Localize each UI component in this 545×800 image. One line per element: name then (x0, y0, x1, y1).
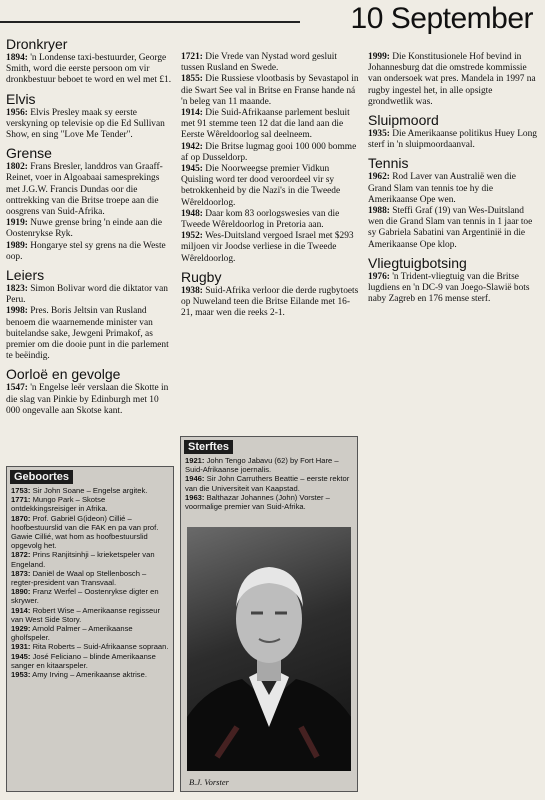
column-middle (181, 52, 359, 319)
entry (368, 129, 540, 151)
deaths-heading: Sterftes (184, 440, 233, 454)
entry-text: Pres. Boris Jeltsin van Rusland benoem die waarnemende minister van buitelandse sake, Jewgeni Primakof, as premier om die dooie punt in die parlement te beëindig. (6, 306, 169, 362)
entry-text: Prof. Gabriël G(ideon) Cillié – hoofbestuurslid van die FAK en pa van prof. Gawie Cillié, wat hom as hoofbestuurslid opgevolg het. (11, 513, 159, 551)
entry-year: 1953: (11, 670, 31, 680)
entry-year: 1956: (6, 107, 28, 118)
entry-text: 'n Engelse leër verslaan die Skotte in die slag van Pinkie by Edinburgh met 10 000 ongevalle aan Skotse kant. (6, 383, 169, 416)
section-heading: Sluipmoord (368, 112, 439, 129)
entry-text: Suid-Afrika verloor die derde rugbytoets op Nuweland teen die Britse Eilande met 16-21, maar wen die reeks 2-1. (181, 285, 359, 319)
portrait-photo (187, 527, 351, 771)
entry-year: 1931: (11, 642, 31, 652)
entry (6, 383, 173, 417)
entry-year: 1547: (6, 383, 28, 394)
entry-text: Amy Irving – Amerikaanse aktrise. (32, 670, 147, 680)
deaths-entry (185, 493, 353, 511)
entry (368, 172, 540, 206)
births-entry (11, 550, 169, 568)
deaths-entry (185, 456, 353, 474)
entry-text: Wes-Duitsland vergoed Israel met $293 miljoen vir Joodse verliese in die Tweede Wêreldoorlog. (181, 231, 354, 264)
entry-year: 1802: (6, 162, 28, 173)
entry-year: 1935: (368, 129, 390, 140)
entry-year: 1963: (185, 492, 205, 502)
entry-year: 1938: (181, 285, 203, 296)
entry (181, 209, 359, 231)
entry-year: 1890: (11, 587, 31, 597)
births-entry (11, 624, 169, 642)
entry-year: 1999: (368, 52, 390, 62)
entry (6, 241, 173, 263)
entry-text: Die Vrede van Nystad word gesluit tussen Rusland en Swede. (181, 52, 338, 74)
entry-year: 1945: (181, 164, 203, 175)
entry-text: José Feliciano – blinde Amerikaanse sanger en kitaarspeler. (11, 651, 156, 670)
entry-year: 1998: (6, 306, 28, 317)
section-heading: Dronkryer (6, 36, 68, 52)
entry-text: Die Russiese vlootbasis by Sevastapol in die Swart See val in Britse en Franse hande ná 'n beleg van 11 maande. (181, 74, 359, 107)
entry-text: Arnold Palmer – Amerikaanse gholfspeler. (11, 624, 133, 643)
section-heading: Rugby (181, 268, 222, 285)
births-entry (11, 670, 169, 679)
section-heading: Vliegtuigbotsing (368, 254, 467, 271)
births-box (6, 466, 174, 792)
births-entry (11, 587, 169, 605)
entry-year: 1989: (6, 240, 28, 251)
entry (6, 218, 173, 240)
entry-year: 1929: (11, 624, 31, 634)
births-heading: Geboortes (10, 470, 73, 484)
page-date: 10 September (350, 2, 533, 35)
entry-year: 1988: (368, 206, 390, 217)
births-list (7, 486, 173, 679)
entry (181, 142, 359, 164)
section-heading: Tennis (368, 155, 409, 172)
entry-text: Sir John Soane – Engelse argitek. (32, 486, 148, 495)
births-entry (11, 652, 169, 670)
entry-text: Die Britse lugmag gooi 100 000 bomme af op Dusseldorp. (181, 141, 357, 163)
entry-text: Steffi Graf (19) van Wes-Duitsland wen die Grand Slam van tennis in 1 jaar toe sy Gabriela Sabatini van Argentinië in die Amerikaanse Ope klop. (368, 206, 533, 250)
entry-year: 1921: (185, 456, 205, 465)
portrait-illustration (187, 527, 351, 771)
entry (181, 74, 359, 108)
entry-text: Die Konstitusionele Hof bevind in Johannesburg dat die omstrede kommissie van ondersoek wat pres. Mandela in 1997 na rugby ingestel het, in alle opsigte grondwetlik was. (368, 52, 536, 107)
section-heading: Leiers (6, 267, 45, 284)
entry-text: Nuwe grense bring 'n einde aan die Oostenrykse Ryk. (6, 218, 163, 240)
entry (6, 53, 173, 87)
entry-year: 1855: (181, 74, 203, 85)
entry-year: 1976: (368, 271, 390, 282)
section-heading: Elvis (6, 90, 36, 107)
entry-text: Daar kom 83 oorlogswesies van die Tweede Wêreldoorlog in Pretoria aan. (181, 208, 340, 231)
entry (6, 162, 173, 218)
births-entry (11, 606, 169, 624)
entry-text: Elvis Presley maak sy eerste verskyning op televisie op die Ed Sullivan Show, en sing "Love Me Tender". (6, 107, 165, 141)
section-heading: Grense (6, 145, 52, 162)
entry-year: 1914: (11, 605, 31, 615)
deaths-list (181, 456, 357, 511)
entry-year: 1753: (11, 486, 31, 495)
entry-text: Mungo Park – Skotse ontdekkingsreisiger in Afrika. (11, 495, 108, 514)
top-rule (0, 21, 300, 23)
entry-year: 1873: (11, 568, 31, 578)
entry-year: 1823: (6, 284, 28, 295)
entry (181, 164, 359, 209)
entry-text: Daniël de Waal op Stellenbosch – regter-president van Transvaal. (11, 568, 147, 588)
entry-year: 1948: (181, 208, 203, 219)
entry-text: Sir John Carruthers Beattie – eerste rektor van die Universiteit van Kaapstad. (185, 474, 350, 493)
entry-text: Simon Bolivar word die diktator van Peru. (6, 284, 168, 306)
portrait-caption: B.J. Vorster (189, 777, 229, 787)
entry-text: Prins Ranjitsinhji – krieketspeler van Engeland. (11, 550, 155, 569)
entry (368, 206, 540, 251)
births-entry (11, 569, 169, 587)
entry-text: Franz Werfel – Oostenrykse digter en skrywer. (11, 587, 159, 606)
entry-text: Die Noorweegse premier Vidkun Quisling word ter dood veroordeel vir sy betrokkenheid by die Nazi's in die Tweede Wêreldoorlog. (181, 164, 341, 208)
entry-year: 1914: (181, 108, 203, 119)
entry-text: 'n Trident-vliegtuig van die Britse lugdiens en 'n DC-9 van Joego-Slawië bots naby Zagreb en 176 mense sterf. (368, 271, 530, 305)
entry-year: 1771: (11, 495, 31, 505)
deaths-box (180, 436, 358, 792)
column-left (6, 32, 173, 417)
entry-year: 1942: (181, 141, 203, 152)
entry (6, 306, 173, 362)
entry-text: Frans Bresler, landdros van Graaff-Reinet, voer in Algoabaai samesprekings met J.G.W. Francis Dundas oor die onttrekking van die Britse troepe aan die oosgrens van Suid-Afrika. (6, 162, 163, 218)
entry-text: Rod Laver van Australië wen die Grand Slam van tennis toe hy die Amerikaanse Ope wen. (368, 172, 516, 205)
entry-text: John Tengo Jabavu (62) by Fort Hare – Suid-Afrikaanse joernalis. (185, 456, 339, 475)
entry (181, 286, 359, 320)
entry-year: 1946: (185, 474, 205, 484)
births-entry (11, 486, 169, 495)
entry-text: Die Suid-Afrikaanse parlement besluit met 91 stemme teen 12 dat die land aan die Eerste Wêreldoorlog sal deelneem. (181, 108, 350, 141)
entry-text: 'n Londense taxi-bestuurder, George Smith, word die eerste persoon om vir dronkbestuur beboet te word en wel met £1. (6, 53, 172, 86)
entry-text: Rita Roberts – Suid-Afrikaanse sopraan. (32, 642, 169, 652)
entry-text: Die Amerikaanse politikus Huey Long sterf in 'n sluipmoordaanval. (368, 129, 537, 151)
entry-year: 1919: (6, 218, 28, 229)
entry (368, 52, 540, 108)
births-entry (11, 495, 169, 513)
entry-text: Hongarye stel sy grens na die Weste oop. (6, 240, 166, 262)
entry (181, 52, 359, 74)
deaths-entry (185, 474, 353, 492)
births-entry (11, 514, 169, 551)
entry-year: 1721: (181, 52, 203, 62)
entry (6, 108, 173, 142)
entry-year: 1945: (11, 651, 31, 661)
entry-text: Robert Wise – Amerikaanse regisseur van West Side Story. (11, 605, 161, 624)
entry-year: 1870: (11, 513, 31, 523)
entry (181, 108, 359, 142)
entry (368, 272, 540, 306)
entry (181, 231, 359, 265)
column-right (368, 52, 540, 305)
section-heading: Oorloë en gevolge (6, 366, 121, 383)
entry-text: Balthazar Johannes (John) Vorster – voormalige premier van Suid-Afrika. (185, 492, 330, 512)
entry-year: 1952: (181, 231, 203, 242)
entry-year: 1894: (6, 53, 28, 63)
entry-year: 1872: (11, 550, 31, 560)
entry (6, 284, 173, 306)
entry-year: 1962: (368, 172, 390, 183)
births-entry (11, 642, 169, 651)
